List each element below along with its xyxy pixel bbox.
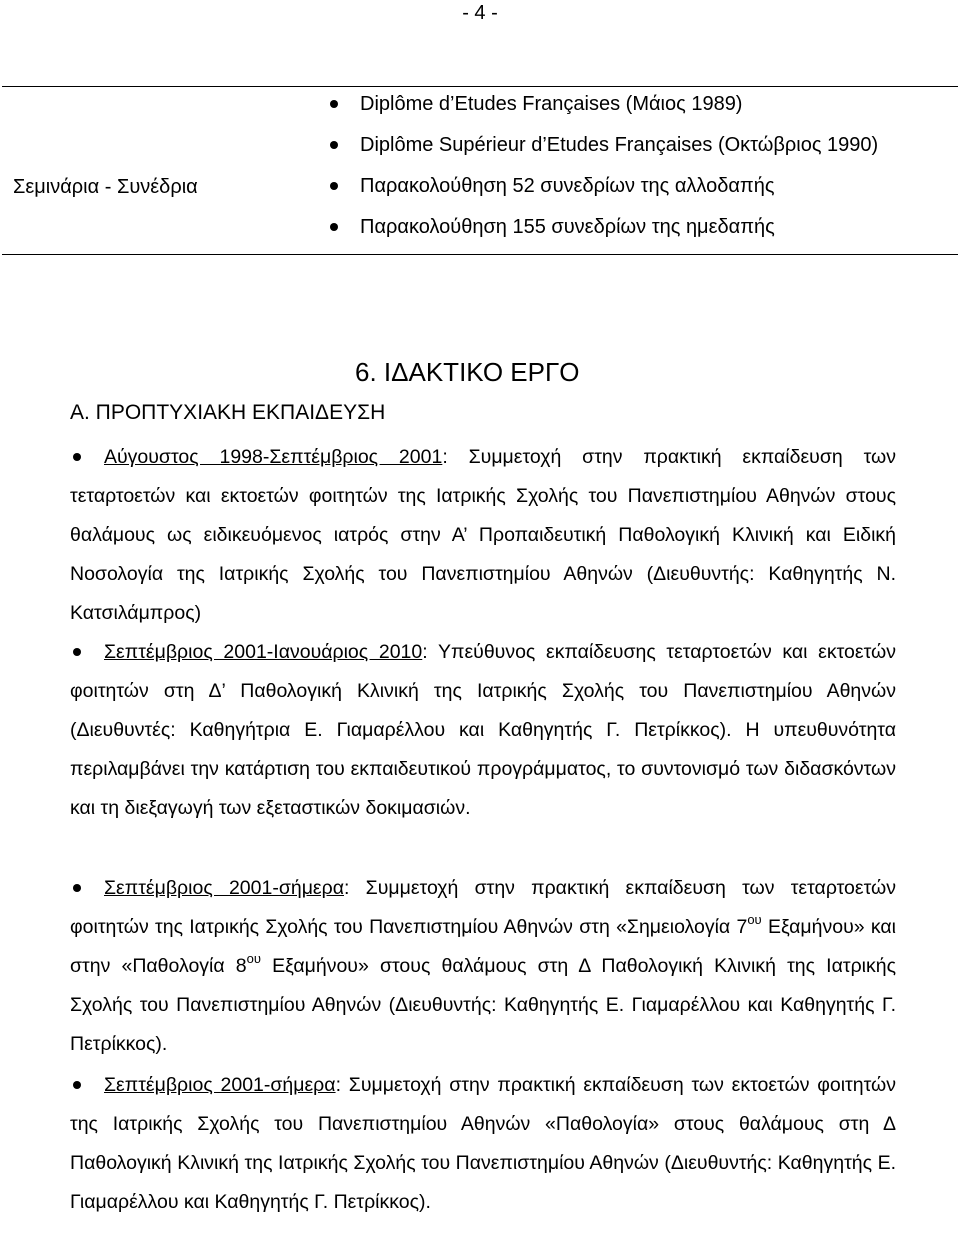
page-number: - 4 - [462,2,498,24]
list-item [322,90,878,131]
bullet-icon [330,182,338,190]
teaching-entry [70,438,896,633]
bullet-icon [73,453,81,461]
table-bottom-border [2,254,958,255]
entry-period: Σεπτέμβριος 2001-σήμερα [104,1074,336,1096]
cv-table-list [322,90,878,254]
teaching-entry [70,869,896,1064]
entry-period: Αύγουστος 1998-Σεπτέμβριος 2001 [104,446,443,468]
seminar-text: Παρακολούθηση 52 συνεδρίων της αλλοδαπής [360,175,775,197]
seminars-label: Σεμινάρια - Συνέδρια [13,176,198,198]
seminar-text: Παρακολούθηση 155 συνεδρίων της ημεδαπής [360,216,775,238]
superscript: ου [246,951,261,966]
entry-period: Σεπτέμβριος 2001-Ιανουάριος 2010 [104,641,423,663]
entry-text: : Συμμετοχή στην πρακτική εκπαίδευση των εκτοετών φοιτητών της Ιατρικής Σχολής του Πανεπιστημίου Αθηνών «Παθολογία» στους θαλάμους στη Δ Παθολογική Κλινική της Ιατρικής Σχολής του Πανεπιστημίου Αθηνών (Διευθυντής: Καθηγητής Ε. Γιαμαρέλλου και Καθηγητής Γ. Πετρίκκος). [70,1074,897,1213]
entry-period: Σεπτέμβριος 2001-σήμερα [104,877,344,899]
list-item [322,213,878,254]
superscript: ου [747,912,762,927]
teaching-entry [70,1066,896,1222]
bullet-icon [73,648,81,656]
bullet-icon [73,1081,81,1089]
bullet-icon [330,141,338,149]
diploma-text: Diplôme d’Etudes Françaises (Μάιος 1989) [360,93,743,115]
list-item [322,131,878,172]
entry-text: Εξαμήνου» και στην «Παθολογία 8 [70,916,897,977]
list-item [322,172,878,213]
entry-text: : Υπεύθυνος εκπαίδευσης τεταρτοετών και εκτοετών φοιτητών στη Δ’ Παθολογική Κλινική της Ιατρικής Σχολής του Πανεπιστημίου Αθηνών (Διευθυντές: Καθηγήτρια Ε. Γιαμαρέλλου και Καθηγητής Γ. Πετρίκκος). Η υπευθυνότητα περιλαμβάνει την κατάρτιση του εκπαιδευτικού προγράμματος, το συντονισμό των διδασκόντων και τη διεξαγωγή των εξεταστικών δοκιμασιών. [70,641,896,819]
section-heading: 6. ΙΔΑΚΤΙΚΟ ΕΡΓΟ [355,357,580,387]
teaching-entry [70,633,896,828]
diploma-text: Diplôme Supérieur d’Etudes Françaises (Οκτώβριος 1990) [360,134,879,156]
table-top-border [2,86,958,87]
bullet-icon [73,884,81,892]
entry-text: : Συμμετοχή στην πρακτική εκπαίδευση των τεταρτοετών και εκτοετών φοιτητών της Ιατρικής Σχολής του Πανεπιστημίου Αθηνών στους θαλάμους ως ειδικευόμενος ιατρός στην Α’ Προπαιδευτική Παθολογική Κλινική και Ειδική Νοσολογία της Ιατρικής Σχολής του Πανεπιστημίου Αθηνών (Διευθυντής: Καθηγητής Ν. Κατσιλάμπρος) [70,446,896,624]
bullet-icon [330,100,338,108]
sub-heading: Α. ΠΡΟΠΤΥΧΙΑΚΗ ΕΚΠΑΙΔΕΥΣΗ [70,401,386,424]
entry-text: Εξαμήνου» στους θαλάμους στη Δ Παθολογική Κλινική της Ιατρικής Σχολής του Πανεπιστημίου Αθηνών (Διευθυντής: Καθηγητής Ε. Γιαμαρέλλου και Καθηγητής Γ. Πετρίκκος). [70,955,896,1055]
bullet-icon [330,223,338,231]
entry-text: : Συμμετοχή στην πρακτική εκπαίδευση των τεταρτοετών φοιτητών της Ιατρικής Σχολής του Πανεπιστημίου Αθηνών στη «Σημειολογία 7 [70,877,897,938]
